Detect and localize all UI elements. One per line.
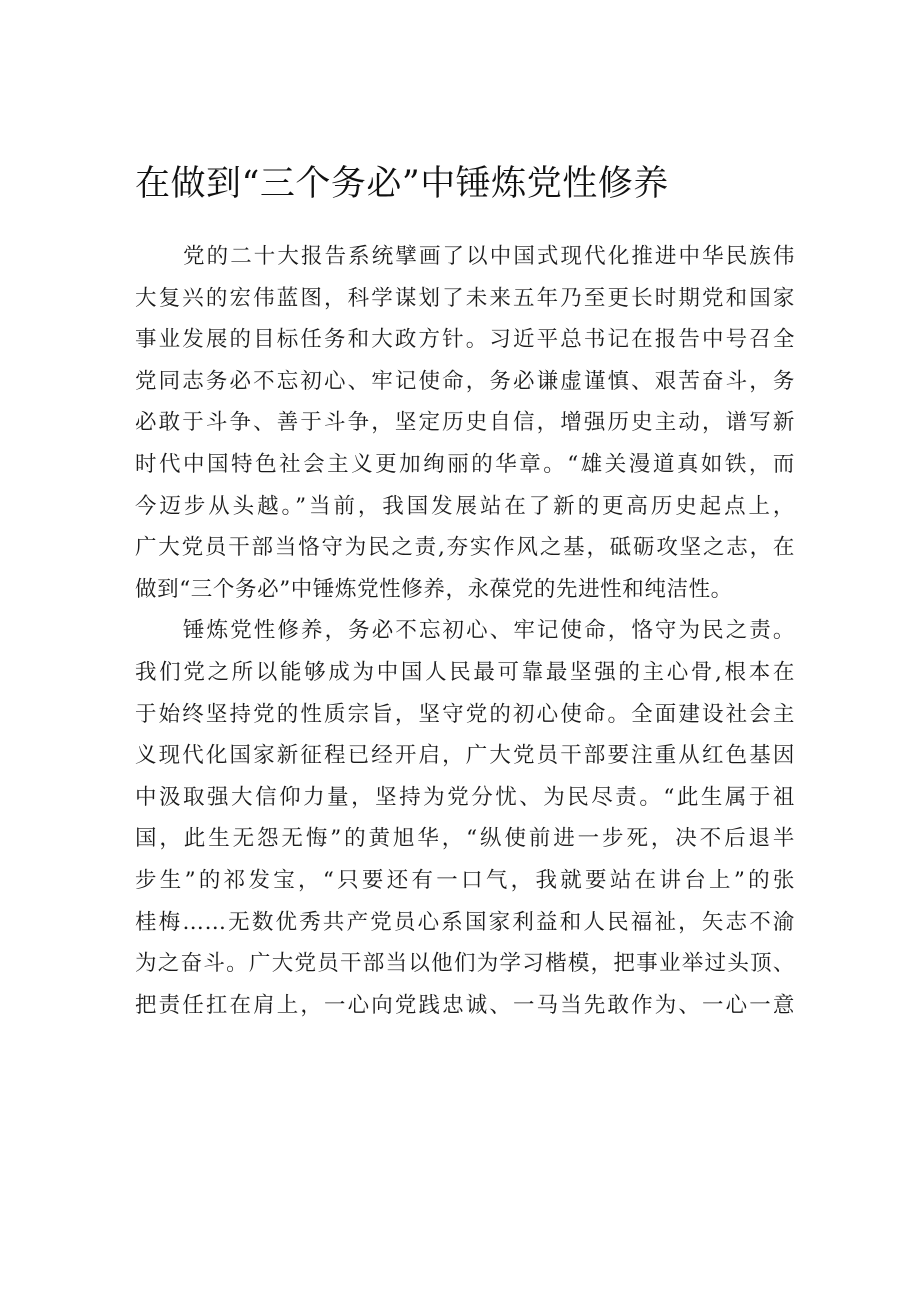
text-line: 为之奋斗。广大党员干部当以他们为学习楷模，把事业举过头顶、 [135,951,795,977]
text-line: 我们党之所以能够成为中国人民最可靠最坚强的主心骨,根本在 [135,659,795,685]
text-line: 中汲取强大信仰力量，坚持为党分忧、为民尽责。“此生属于祖 [135,784,795,810]
text-line: 党的二十大报告系统擘画了以中国式现代化推进中华民族伟 [183,244,795,269]
text-line: 步生”的祁发宝，“只要还有一口气，我就要站在讲台上”的张 [135,867,795,893]
text-line: 把责任扛在肩上，一心向党践忠诚、一马当先敢作为、一心一意 [135,992,795,1018]
text-line: 于始终坚持党的性质宗旨，坚守党的初心使命。全面建设社会主 [135,701,795,727]
text-line: 义现代化国家新征程已经开启，广大党员干部要注重从红色基因 [135,743,795,769]
text-line: 桂梅……无数优秀共产党员心系国家利益和人民福祉，矢志不渝 [135,909,795,935]
text-line: 大复兴的宏伟蓝图，科学谋划了未来五年乃至更长时期党和国家 [135,285,795,311]
article-title: 在做到“三个务必”中锤炼党性修养 [135,164,669,204]
text-line: 广大党员干部当恪守为民之责,夯实作风之基，砥砺攻坚之志，在 [135,535,795,561]
text-line: 做到“三个务必”中锤炼党性修养，永葆党的先进性和纯洁性。 [135,576,733,602]
paragraph-2 [135,610,795,1026]
text-line: 党同志务必不忘初心、牢记使命，务必谦虚谨慎、艰苦奋斗，务 [135,368,795,394]
text-line: 国，此生无怨无悔”的黄旭华，“纵使前进一步死，决不后退半 [135,826,795,852]
paragraph-1 [135,236,795,610]
text-line: 必敢于斗争、善于斗争，坚定历史自信，增强历史主动，谱写新 [135,410,795,436]
text-line: 事业发展的目标任务和大政方针。习近平总书记在报告中号召全 [135,327,795,353]
text-line: 时代中国特色社会主义更加绚丽的华章。“雄关漫道真如铁，而 [135,451,795,477]
article-body [135,236,795,1026]
text-line: 锤炼党性修养，务必不忘初心、牢记使命，恪守为民之责。 [183,618,795,644]
text-line: 今迈步从头越。”当前，我国发展站在了新的更高历史起点上， [135,493,795,519]
